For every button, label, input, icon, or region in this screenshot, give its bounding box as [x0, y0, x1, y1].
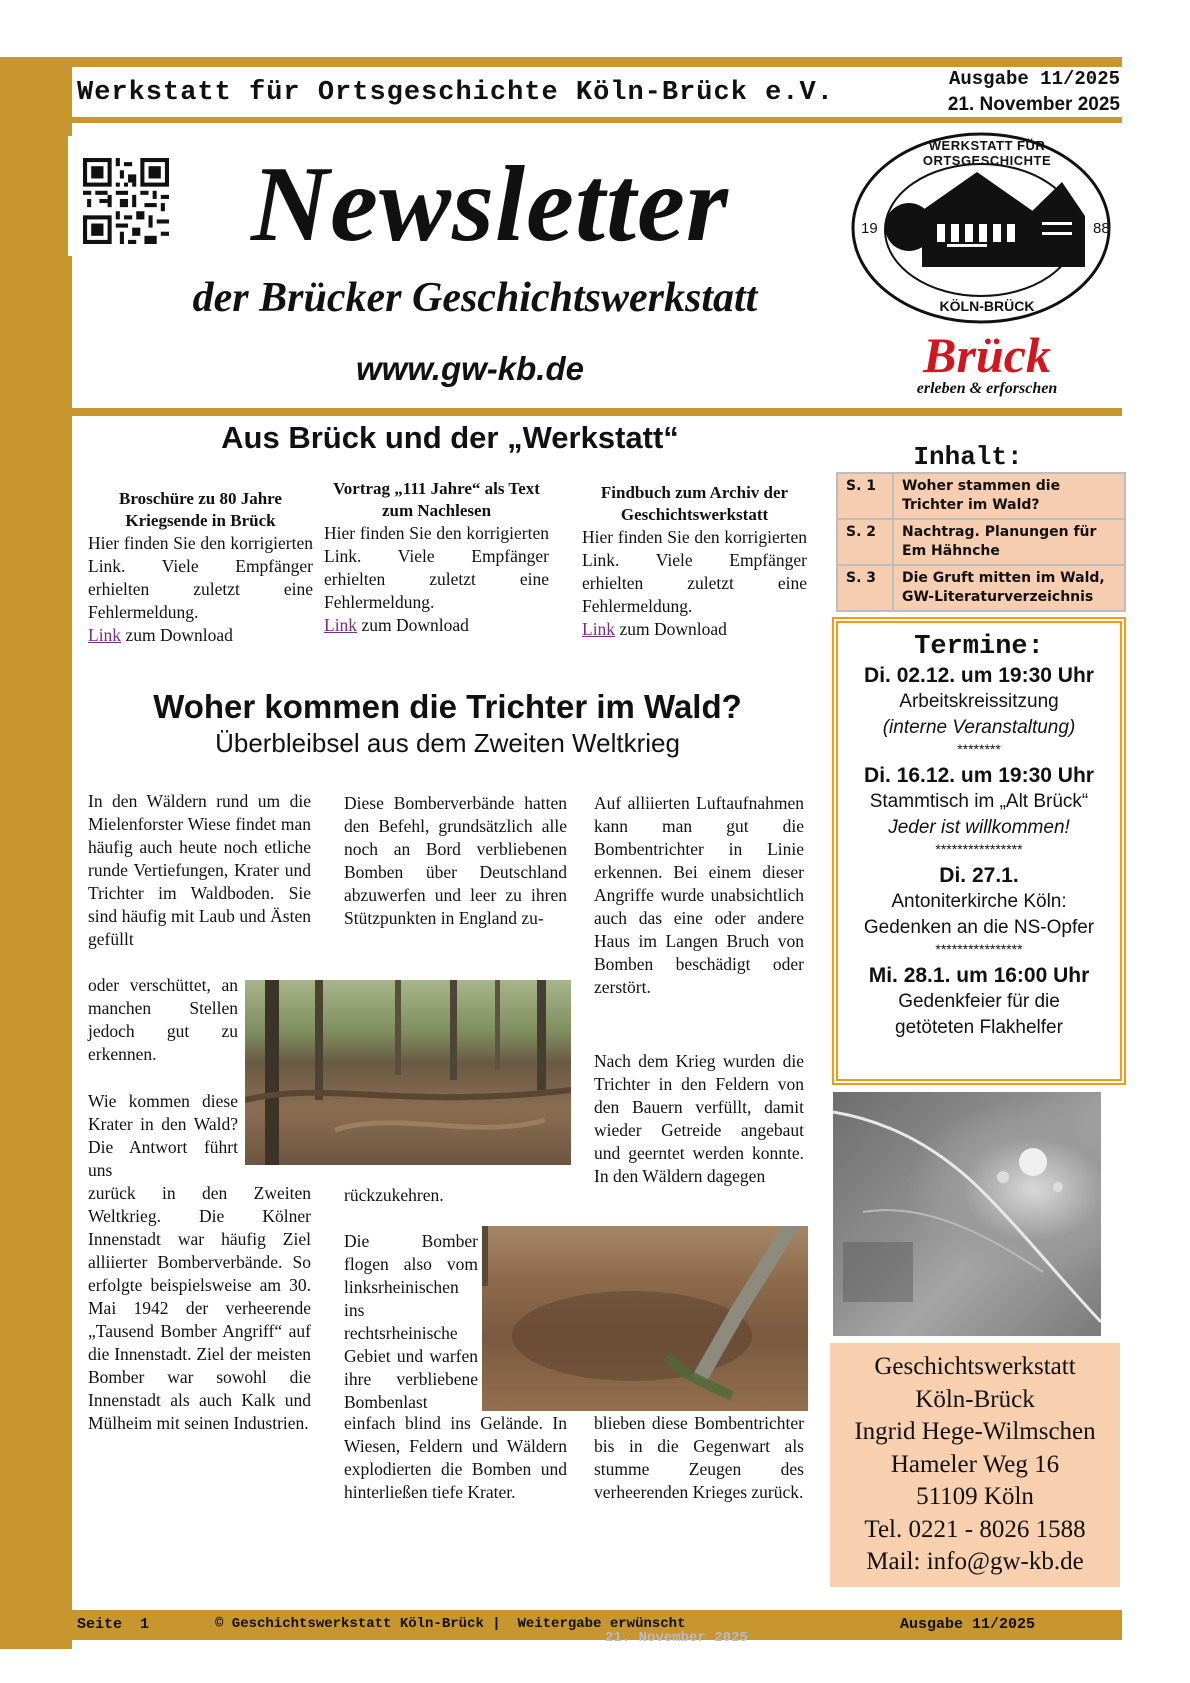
- news-item-title: Findbuch zum Archiv der Geschichtswerkstatt: [600, 483, 789, 524]
- organization-logo: [847, 132, 1125, 397]
- article-col2-c: Die Bomber flogen also vom linksrheinischen ins rechtsrheinische Gebiet und warfen ihre verbliebene Bombenlast: [344, 1231, 478, 1412]
- contact-email[interactable]: Mail: info@gw-kb.de: [866, 1548, 1084, 1575]
- left-margin-bar: [0, 57, 72, 1649]
- issue-date: 21. November 2025: [947, 94, 1120, 115]
- toc-entry: Die Gruft mitten im Wald, GW-Literaturverzeichnis: [893, 565, 1125, 611]
- news-item-body: Hier finden Sie den korrigierten Link. Viele Empfänger erhielten zuletzt eine Fehlermeldung.: [324, 523, 549, 612]
- event-date: Di. 27.1.: [939, 864, 1019, 887]
- article-col2-a: Diese Bomberverbände hatten den Befehl, grundsätzlich alle noch an Bord verbliebenen Bomben über Deutschland abzuwerfen und leer zu ihren Stützpunkten in England zu-: [344, 793, 567, 928]
- website-url[interactable]: www.gw-kb.de: [356, 350, 584, 387]
- event-title: Antoniterkirche Köln:: [891, 891, 1067, 912]
- forest-trees-icon: [245, 980, 571, 1165]
- news-item-title: Vortrag „111 Jahre“ als Text zum Nachlesen: [333, 479, 540, 520]
- article-col1-d: zurück in den Zweiten Weltkrieg. Die Kölner Innenstadt war häufig Ziel alliierter Bomberverbände. So erfolgte beispielsweise am 30. Mai 1942 der verheerende „Tausend Bomber Angriff“ auf die Innenstadt. Ziel der meisten Bomber war sowohl die Innenstadt als auch Kalk und Mülheim mit seinen Industrien.: [88, 1183, 311, 1433]
- issue-number: Ausgabe 11/2025: [948, 68, 1120, 90]
- article-col1-a: In den Wäldern rund um die Mielenforster Wiese findet man häufig auch heute noch etliche runde Vertiefungen, Krater und Trichter im Waldboden. Sie sind häufig mit Laub und Ästen gefüllt: [88, 791, 311, 949]
- contact-box: [830, 1343, 1120, 1587]
- header-bottom-rule: [72, 117, 1122, 123]
- events-box: [832, 617, 1126, 1085]
- toc-entry: Woher stammen die Trichter im Wald?: [893, 473, 1125, 519]
- contact-org: Geschichtswerkstatt: [874, 1353, 1076, 1380]
- footer-issue: Ausgabe 11/2025: [900, 1616, 1036, 1633]
- article-col3-a: Auf alliierten Luftaufnahmen kann man gut die Bombentrichter in Linie erkennen. Bei einem dieser Angriffe wurde unabsichtlich auch das eine oder andere Haus im Langen Bruch von Bomben beschädigt oder zerstört.: [594, 793, 804, 997]
- contact-city: Köln-Brück: [915, 1385, 1035, 1413]
- newsletter-title: Newsletter: [251, 145, 729, 264]
- article-col1-b: oder verschüttet, an manchen Stellen jedoch gut zu erkennen.: [88, 975, 238, 1064]
- qr-code[interactable]: [83, 158, 169, 244]
- toc-page: S. 2: [837, 519, 893, 565]
- download-link[interactable]: Link: [88, 625, 122, 645]
- header-top-rule: [72, 57, 1122, 67]
- toc-page: S. 1: [837, 473, 893, 519]
- event-date: Di. 16.12. um 19:30 Uhr: [864, 764, 1094, 787]
- event-title: Arbeitskreissitzung: [899, 691, 1059, 712]
- download-link[interactable]: Link: [324, 615, 358, 635]
- forest-photo-1: [245, 980, 571, 1165]
- logo-year-right: 88: [1093, 220, 1110, 237]
- link-suffix: zum Download: [361, 615, 469, 635]
- news-item-title: Broschüre zu 80 Jahre Kriegsende in Brück: [119, 489, 282, 530]
- news-item-body: Hier finden Sie den korrigierten Link. Viele Empfänger erhielten zuletzt eine Fehlermeldung.: [88, 533, 313, 622]
- article-subtitle: Überbleibsel aus dem Zweiten Weltkrieg: [215, 728, 680, 758]
- logo-bottom-text: KÖLN-BRÜCK: [939, 298, 1035, 314]
- footer-copyright: © Geschichtswerkstatt Köln-Brück | Weitergabe erwünscht: [215, 1616, 686, 1632]
- article-col2-b: rückzukehren.: [344, 1185, 444, 1205]
- forest-photo-2: [482, 1226, 808, 1411]
- toc-row[interactable]: [837, 565, 1125, 611]
- article-col2-d: einfach blind ins Gelände. In Wiesen, Feldern und Wäldern explodierten die Bomben und hinterließen tiefe Krater.: [344, 1413, 567, 1502]
- org-name: Werkstatt für Ortsgeschichte Köln-Brück e.V.: [77, 78, 834, 108]
- event-separator: ********: [957, 741, 1001, 757]
- events-heading: Termine:: [914, 632, 1044, 662]
- download-link[interactable]: Link: [582, 619, 616, 639]
- news-heading: Aus Brück und der „Werkstatt“: [221, 420, 679, 455]
- contact-street: Hameler Weg 16: [890, 1450, 1060, 1478]
- toc-page: S. 3: [837, 565, 893, 611]
- logo-year-left: 19: [861, 220, 878, 237]
- event-title: Gedenkfeier für die: [898, 991, 1060, 1012]
- news-item-1: [88, 488, 313, 647]
- event-note: Gedenken an die NS-Opfer: [863, 917, 1095, 938]
- event-date: Mi. 28.1. um 16:00 Uhr: [868, 964, 1090, 987]
- contact-postcode: 51109 Köln: [916, 1483, 1034, 1510]
- article-col1-c: Wie kommen diese Krater in den Wald? Die Antwort führt uns: [88, 1091, 238, 1180]
- news-item-body: Hier finden Sie den korrigierten Link. Viele Empfänger erhielten zuletzt eine Fehlermeldung.: [582, 527, 807, 616]
- link-suffix: zum Download: [125, 625, 233, 645]
- toc-row[interactable]: [837, 519, 1125, 565]
- event-date: Di. 02.12. um 19:30 Uhr: [864, 664, 1094, 687]
- news-item-link-line: [88, 624, 313, 647]
- contact-person: Ingrid Hege-Wilmschen: [854, 1418, 1096, 1445]
- toc-table: [836, 472, 1126, 612]
- toc-table-wrap: [836, 472, 1126, 612]
- news-item-link-line: [324, 614, 549, 637]
- crater-leaves-icon: [482, 1226, 808, 1411]
- event-separator: ****************: [935, 841, 1023, 857]
- news-item-3: [582, 482, 807, 641]
- article-col3-b: Nach dem Krieg wurden die Trichter in den Feldern von den Bauern verfüllt, damit wieder Getreide angebaut und geerntet werden konnte. In den Wäldern dagegen: [594, 1051, 804, 1186]
- toc-row[interactable]: [837, 473, 1125, 519]
- link-suffix: zum Download: [619, 619, 727, 639]
- toc-entry: Nachtrag. Planungen für Em Hähnche: [893, 519, 1125, 565]
- article-title: Woher kommen die Trichter im Wald?: [153, 688, 742, 725]
- article-col3-c: blieben diese Bombentrichter bis in die Gegenwart als stumme Zeugen des verheerenden Krieges zurück.: [594, 1413, 804, 1502]
- contact-phone[interactable]: Tel. 0221 - 8026 1588: [864, 1515, 1086, 1543]
- news-item-link-line: [582, 618, 807, 641]
- aerial-photo: [833, 1092, 1101, 1336]
- newsletter-subtitle: der Brücker Geschichtswerkstatt: [192, 275, 758, 321]
- event-note: getöteten Flakhelfer: [895, 1017, 1063, 1038]
- event-note: Jeder ist willkommen!: [888, 817, 1070, 838]
- event-note: (interne Veranstaltung): [882, 717, 1076, 738]
- masthead-bottom-rule: [72, 408, 1122, 416]
- event-title: Stammtisch im „Alt Brück“: [869, 791, 1089, 812]
- news-item-2: [324, 478, 549, 637]
- toc-heading: Inhalt:: [913, 442, 1023, 472]
- logo-tagline: erleben & erforschen: [916, 380, 1058, 397]
- aerial-photo-detail-icon: [833, 1092, 1101, 1336]
- logo-brand: Brück: [923, 327, 1051, 383]
- footer-ghost-date: 21. November 2025: [605, 1630, 748, 1644]
- logo-ring-text: WERKSTATT FÜR ORTSGESCHICHTE: [922, 138, 1052, 168]
- footer-page-number: Seite 1: [77, 1616, 150, 1633]
- event-separator: ****************: [935, 941, 1023, 957]
